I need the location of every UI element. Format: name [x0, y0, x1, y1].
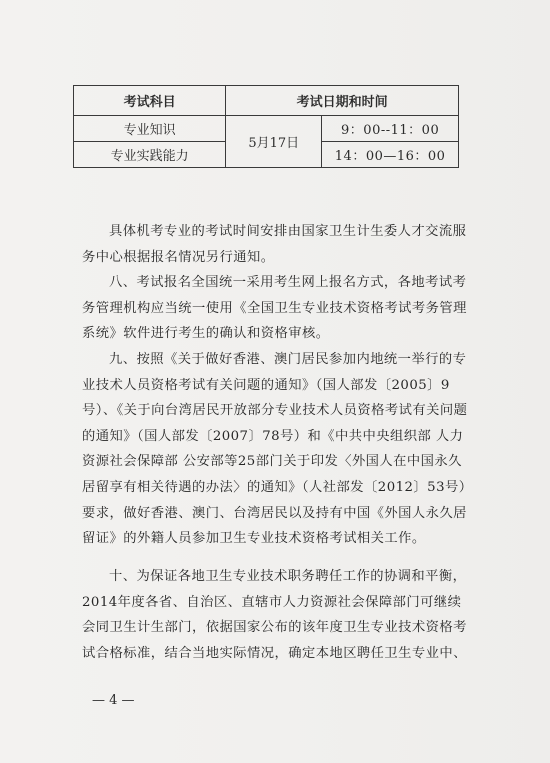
- table-header-row: [74, 86, 459, 116]
- text-line: 要求，做好香港、澳门、台湾居民以及持有中国《外国人永久居: [82, 505, 467, 521]
- text-line: 务管理机构应当统一使用《全国卫生专业技术资格考试考务管理: [82, 300, 467, 316]
- text-line: 业技术人员资格考试有关问题的通知》（国人部发〔2005〕9: [82, 377, 450, 393]
- text-line: 号）、《关于向台湾居民开放部分专业技术人员资格考试有关问题: [82, 403, 468, 419]
- text-line: 资源社会保障部 公安部等25部门关于印发〈外国人在中国永久: [82, 454, 462, 470]
- text-line: 具体机考专业的考试时间安排由国家卫生计生委人才交流服: [109, 224, 467, 239]
- table-row: [74, 116, 459, 142]
- time-cell: 14：00—16：00: [322, 142, 459, 168]
- text-line: 居留享有相关待遇的办法〉的通知》（人社部发〔2012〕53号）: [82, 479, 473, 495]
- subject-cell: 专业实践能力: [74, 142, 226, 168]
- exam-date-cell: 5月17日: [226, 116, 322, 168]
- text-line: 会同卫生计生部门，依据国家公布的该年度卫生专业技术资格考: [82, 620, 467, 636]
- paragraph-item-9: [82, 347, 473, 552]
- subject-cell: 专业知识: [74, 116, 226, 142]
- page-number: — 4 —: [92, 693, 135, 708]
- header-exam-datetime: 考试日期和时间: [226, 86, 459, 116]
- paragraph-item-8: [82, 270, 467, 347]
- text-line: 的通知》（国人部发〔2007〕78号）和《中共中央组织部 人力: [82, 428, 464, 444]
- exam-schedule-table: [73, 85, 459, 168]
- text-line: 试合格标准，结合当地实际情况，确定本地区聘任卫生专业中、: [82, 645, 467, 661]
- paragraph-item-10: [82, 564, 467, 666]
- text-line: 九、按照《关于做好香港、澳门居民参加内地统一举行的专: [109, 352, 467, 367]
- text-line: 系统》软件进行考生的确认和资格审核。: [82, 326, 330, 342]
- header-exam-subject: 考试科目: [74, 86, 226, 116]
- text-line: 2014年度各省、自治区、直辖市人力资源社会保障部门可继续: [82, 594, 462, 610]
- text-line: 十、为保证各地卫生专业技术职务聘任工作的协调和平衡，: [109, 569, 467, 584]
- text-line: 务中心根据报名情况另行通知。: [82, 249, 275, 265]
- paragraph-exam-schedule-note: [82, 219, 467, 270]
- text-line: 八、考试报名全国统一采用考生网上报名方式，各地考试考: [109, 275, 467, 290]
- text-line: 留证》的外籍人员参加卫生专业技术资格考试相关工作。: [82, 531, 426, 547]
- time-cell: 9：00--11：00: [322, 116, 459, 142]
